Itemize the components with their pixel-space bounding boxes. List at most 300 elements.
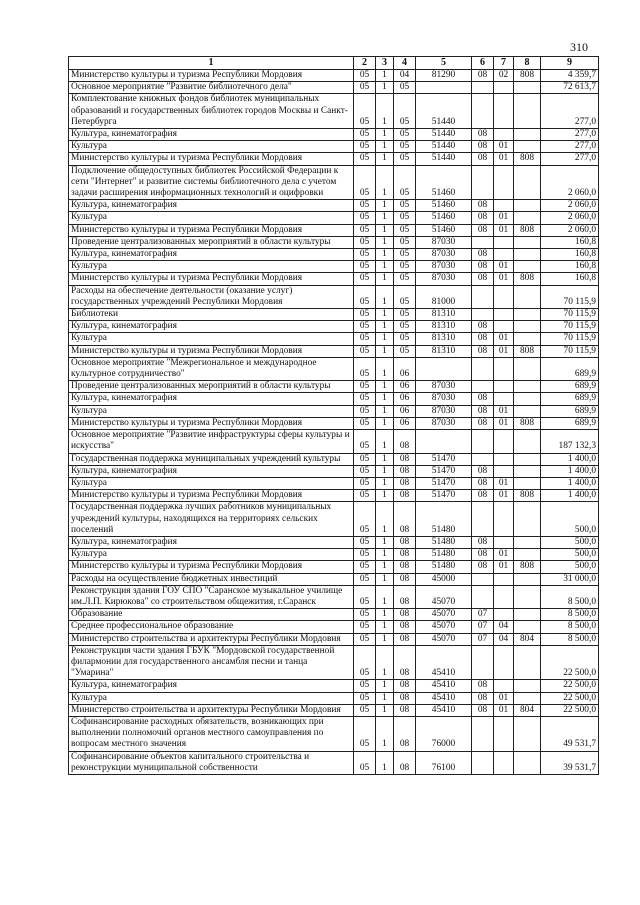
code-cell: 08 [472,417,494,429]
row-name-cell: Расходы на обеспечение деятельности (оказание услуг) государственных учреждений Республики Мордовия [69,285,354,308]
amount-cell: 500,0 [541,502,599,537]
code-cell [514,549,541,561]
code-cell: 808 [514,561,541,573]
code-cell: 1 [376,212,394,224]
amount-cell: 2 060,0 [541,200,599,212]
code-cell [416,357,472,380]
code-cell: 05 [394,224,416,236]
code-cell [494,609,514,621]
row-name-cell: Культура [69,477,354,489]
row-name-cell: Культура, кинематография [69,393,354,405]
amount-cell: 160,8 [541,236,599,248]
row-name-cell: Министерство культуры и туризма Республики Мордовия [69,345,354,357]
table-row [69,285,599,308]
code-cell [494,381,514,393]
code-cell: 07 [472,633,494,645]
table-row [69,153,599,165]
code-cell: 05 [394,321,416,333]
budget-table [68,56,599,775]
code-cell: 07 [472,609,494,621]
code-cell: 05 [354,345,376,357]
amount-cell: 689,9 [541,417,599,429]
table-row [69,141,599,153]
amount-cell: 187 132,3 [541,430,599,453]
code-cell: 804 [514,633,541,645]
header-cell: 4 [394,57,416,70]
code-cell: 1 [376,549,394,561]
code-cell: 01 [494,477,514,489]
amount-cell: 70 115,9 [541,285,599,308]
code-cell [514,536,541,548]
code-cell: 81310 [416,309,472,321]
code-cell: 05 [354,645,376,680]
table-body [69,70,599,775]
row-name-cell: Реконструкция части здания ГБУК "Мордовской государственной филармонии для государственного ансамбля песни и танца "Умарина" [69,645,354,680]
code-cell [494,430,514,453]
table-row [69,333,599,345]
amount-cell: 1 400,0 [541,465,599,477]
code-cell [514,357,541,380]
code-cell [514,285,541,308]
code-cell: 1 [376,621,394,633]
code-cell: 87030 [416,261,472,273]
code-cell: 04 [494,633,514,645]
code-cell: 05 [394,261,416,273]
code-cell: 08 [394,692,416,704]
code-cell: 05 [354,477,376,489]
code-cell: 08 [394,490,416,502]
code-cell: 05 [354,751,376,774]
code-cell: 01 [494,692,514,704]
code-cell: 1 [376,536,394,548]
code-cell [514,249,541,261]
code-cell [494,716,514,751]
code-cell: 45410 [416,680,472,692]
row-name-cell: Библиотеки [69,309,354,321]
row-name-cell: Культура, кинематография [69,321,354,333]
code-cell [494,321,514,333]
code-cell: 05 [354,333,376,345]
code-cell: 05 [394,165,416,200]
code-cell: 05 [394,153,416,165]
table-row [69,609,599,621]
row-name-cell: Среднее профессиональное образование [69,621,354,633]
amount-cell: 8 500,0 [541,585,599,608]
code-cell [472,573,494,585]
code-cell [494,393,514,405]
amount-cell: 8 500,0 [541,621,599,633]
code-cell [494,200,514,212]
row-name-cell: Министерство культуры и туризма Республики Мордовия [69,153,354,165]
table-row [69,621,599,633]
code-cell [472,381,494,393]
table-row [69,549,599,561]
code-cell: 1 [376,490,394,502]
table-row [69,273,599,285]
code-cell: 45410 [416,645,472,680]
code-cell: 1 [376,357,394,380]
code-cell: 05 [354,393,376,405]
row-name-cell: Министерство культуры и туризма Республики Мордовия [69,273,354,285]
amount-cell: 689,9 [541,357,599,380]
row-name-cell: Проведение централизованных мероприятий в области культуры [69,381,354,393]
code-cell: 808 [514,273,541,285]
table-row [69,680,599,692]
amount-cell: 70 115,9 [541,321,599,333]
code-cell: 87030 [416,393,472,405]
code-cell: 04 [394,70,416,82]
table-row [69,82,599,94]
code-cell: 05 [394,94,416,129]
code-cell [494,585,514,608]
code-cell [514,321,541,333]
code-cell: 1 [376,609,394,621]
code-cell: 08 [394,502,416,537]
row-name-cell: Проведение централизованных мероприятий в области культуры [69,236,354,248]
table-row [69,405,599,417]
code-cell: 05 [354,692,376,704]
code-cell: 1 [376,273,394,285]
row-name-cell: Культура, кинематография [69,200,354,212]
code-cell: 05 [394,200,416,212]
code-cell: 808 [514,224,541,236]
code-cell [472,165,494,200]
code-cell: 01 [494,153,514,165]
table-row [69,261,599,273]
code-cell: 87030 [416,236,472,248]
code-cell: 05 [394,333,416,345]
code-cell [514,645,541,680]
code-cell [514,453,541,465]
code-cell: 05 [354,680,376,692]
code-cell: 08 [472,333,494,345]
code-cell: 08 [394,633,416,645]
code-cell: 08 [472,153,494,165]
code-cell [472,82,494,94]
code-cell [472,716,494,751]
amount-cell: 2 060,0 [541,212,599,224]
code-cell: 08 [394,561,416,573]
amount-cell: 72 613,7 [541,82,599,94]
code-cell [494,129,514,141]
code-cell: 08 [472,70,494,82]
code-cell: 808 [514,490,541,502]
code-cell: 1 [376,465,394,477]
code-cell: 01 [494,261,514,273]
code-cell: 05 [394,309,416,321]
amount-cell: 22 500,0 [541,645,599,680]
amount-cell: 70 115,9 [541,309,599,321]
code-cell: 51480 [416,536,472,548]
amount-cell: 160,8 [541,249,599,261]
code-cell [472,357,494,380]
code-cell: 08 [394,716,416,751]
code-cell: 05 [354,417,376,429]
code-cell [514,129,541,141]
code-cell [514,692,541,704]
amount-cell: 2 060,0 [541,165,599,200]
header-cell: 2 [354,57,376,70]
code-cell [514,609,541,621]
code-cell: 1 [376,249,394,261]
row-name-cell: Государственная поддержка муниципальных учреждений культуры [69,453,354,465]
code-cell: 08 [472,200,494,212]
code-cell [472,585,494,608]
header-cell: 3 [376,57,394,70]
row-name-cell: Министерство строительства и архитектуры Республики Мордовия [69,633,354,645]
code-cell: 05 [394,285,416,308]
code-cell: 08 [394,585,416,608]
code-cell: 87030 [416,249,472,261]
amount-cell: 70 115,9 [541,333,599,345]
code-cell: 808 [514,417,541,429]
code-cell: 45070 [416,621,472,633]
code-cell [494,502,514,537]
code-cell: 08 [394,609,416,621]
table-row [69,345,599,357]
code-cell: 05 [354,465,376,477]
code-cell: 1 [376,224,394,236]
amount-cell: 31 000,0 [541,573,599,585]
amount-cell: 1 400,0 [541,490,599,502]
amount-cell: 4 359,7 [541,70,599,82]
code-cell: 1 [376,153,394,165]
code-cell: 05 [354,261,376,273]
row-name-cell: Культура [69,261,354,273]
amount-cell: 160,8 [541,261,599,273]
code-cell [494,465,514,477]
code-cell [472,309,494,321]
code-cell: 01 [494,345,514,357]
code-cell [494,680,514,692]
code-cell: 808 [514,70,541,82]
code-cell: 05 [354,573,376,585]
code-cell: 08 [394,704,416,716]
code-cell: 1 [376,381,394,393]
amount-cell: 1 400,0 [541,477,599,489]
code-cell: 08 [472,405,494,417]
row-name-cell: Министерство культуры и туризма Республики Мордовия [69,561,354,573]
code-cell: 08 [472,561,494,573]
row-name-cell: Министерство культуры и туризма Республики Мордовия [69,417,354,429]
code-cell [494,165,514,200]
code-cell [472,94,494,129]
code-cell: 1 [376,430,394,453]
code-cell [494,357,514,380]
code-cell: 05 [354,321,376,333]
code-cell [514,680,541,692]
code-cell: 01 [494,273,514,285]
code-cell: 05 [394,129,416,141]
row-name-cell: Культура, кинематография [69,536,354,548]
code-cell: 804 [514,704,541,716]
table-row [69,129,599,141]
code-cell: 45070 [416,609,472,621]
code-cell [494,94,514,129]
amount-cell: 8 500,0 [541,633,599,645]
code-cell: 01 [494,224,514,236]
code-cell: 04 [494,621,514,633]
code-cell: 1 [376,236,394,248]
row-name-cell: Культура, кинематография [69,680,354,692]
code-cell: 01 [494,417,514,429]
code-cell [514,261,541,273]
code-cell: 51440 [416,129,472,141]
code-cell [514,430,541,453]
table-row [69,561,599,573]
code-cell: 81310 [416,345,472,357]
code-cell: 1 [376,573,394,585]
code-cell: 51470 [416,490,472,502]
code-cell: 1 [376,645,394,680]
code-cell: 1 [376,751,394,774]
code-cell: 51460 [416,200,472,212]
table-row [69,704,599,716]
code-cell: 08 [394,645,416,680]
code-cell [514,751,541,774]
row-name-cell: Культура [69,405,354,417]
code-cell: 808 [514,153,541,165]
table-row [69,633,599,645]
table-row [69,453,599,465]
code-cell: 05 [354,633,376,645]
amount-cell: 689,9 [541,393,599,405]
code-cell: 81310 [416,321,472,333]
amount-cell: 277,0 [541,153,599,165]
amount-cell: 49 531,7 [541,716,599,751]
row-name-cell: Реконструкция здания ГОУ СПО "Саранское музыкальное училище им.Л.П. Кирюкова" со строительством общежития, г.Саранск [69,585,354,608]
code-cell: 1 [376,285,394,308]
code-cell: 08 [472,393,494,405]
code-cell [494,249,514,261]
code-cell: 1 [376,70,394,82]
code-cell: 1 [376,393,394,405]
code-cell: 05 [394,236,416,248]
code-cell: 1 [376,561,394,573]
header-cell: 8 [514,57,541,70]
code-cell: 1 [376,141,394,153]
code-cell [514,236,541,248]
code-cell: 05 [354,236,376,248]
code-cell: 1 [376,261,394,273]
header-row [69,57,599,70]
table-row [69,573,599,585]
table-row [69,751,599,774]
code-cell: 51480 [416,549,472,561]
code-cell: 1 [376,477,394,489]
code-cell: 08 [472,273,494,285]
code-cell: 51480 [416,561,472,573]
code-cell: 1 [376,165,394,200]
code-cell [416,430,472,453]
code-cell: 05 [354,490,376,502]
code-cell: 06 [394,381,416,393]
code-cell: 1 [376,321,394,333]
code-cell: 05 [354,704,376,716]
code-cell [472,645,494,680]
row-name-cell: Министерство культуры и туризма Республики Мордовия [69,224,354,236]
code-cell [514,141,541,153]
code-cell: 45070 [416,585,472,608]
amount-cell: 160,8 [541,273,599,285]
code-cell: 81310 [416,333,472,345]
code-cell: 08 [472,536,494,548]
code-cell: 808 [514,345,541,357]
code-cell: 05 [354,70,376,82]
code-cell [494,536,514,548]
code-cell: 05 [354,621,376,633]
table-row [69,165,599,200]
code-cell: 05 [354,609,376,621]
code-cell: 08 [394,573,416,585]
table-row [69,502,599,537]
code-cell: 01 [494,561,514,573]
code-cell: 05 [394,82,416,94]
row-name-cell: Культура, кинематография [69,249,354,261]
code-cell: 01 [494,141,514,153]
row-name-cell: Культура [69,141,354,153]
code-cell: 06 [394,405,416,417]
code-cell: 08 [394,751,416,774]
code-cell: 08 [472,704,494,716]
code-cell: 07 [472,621,494,633]
code-cell: 1 [376,453,394,465]
code-cell [514,94,541,129]
code-cell: 45000 [416,573,472,585]
code-cell: 08 [472,549,494,561]
code-cell: 01 [494,212,514,224]
table-row [69,393,599,405]
header-cell: 1 [69,57,354,70]
code-cell: 87030 [416,273,472,285]
amount-cell: 500,0 [541,561,599,573]
code-cell: 08 [472,321,494,333]
table-row [69,417,599,429]
code-cell: 05 [354,141,376,153]
code-cell [494,453,514,465]
code-cell [514,585,541,608]
code-cell: 1 [376,633,394,645]
code-cell: 05 [354,561,376,573]
code-cell: 1 [376,680,394,692]
code-cell: 08 [472,490,494,502]
code-cell: 76000 [416,716,472,751]
code-cell: 08 [394,477,416,489]
code-cell [514,716,541,751]
table-row [69,70,599,82]
code-cell: 05 [394,345,416,357]
amount-cell: 22 500,0 [541,704,599,716]
amount-cell: 22 500,0 [541,692,599,704]
code-cell: 05 [354,716,376,751]
row-name-cell: Основное мероприятие "Развитие инфраструктуры сферы культуры и искусства" [69,430,354,453]
code-cell: 51480 [416,502,472,537]
code-cell: 51470 [416,453,472,465]
amount-cell: 277,0 [541,94,599,129]
code-cell [514,621,541,633]
code-cell: 05 [394,141,416,153]
code-cell [514,309,541,321]
header-cell: 6 [472,57,494,70]
table-row [69,224,599,236]
code-cell: 05 [354,502,376,537]
row-name-cell: Культура, кинематография [69,129,354,141]
table-row [69,585,599,608]
code-cell: 08 [472,212,494,224]
row-name-cell: Культура, кинематография [69,465,354,477]
code-cell: 05 [354,381,376,393]
table-row [69,692,599,704]
